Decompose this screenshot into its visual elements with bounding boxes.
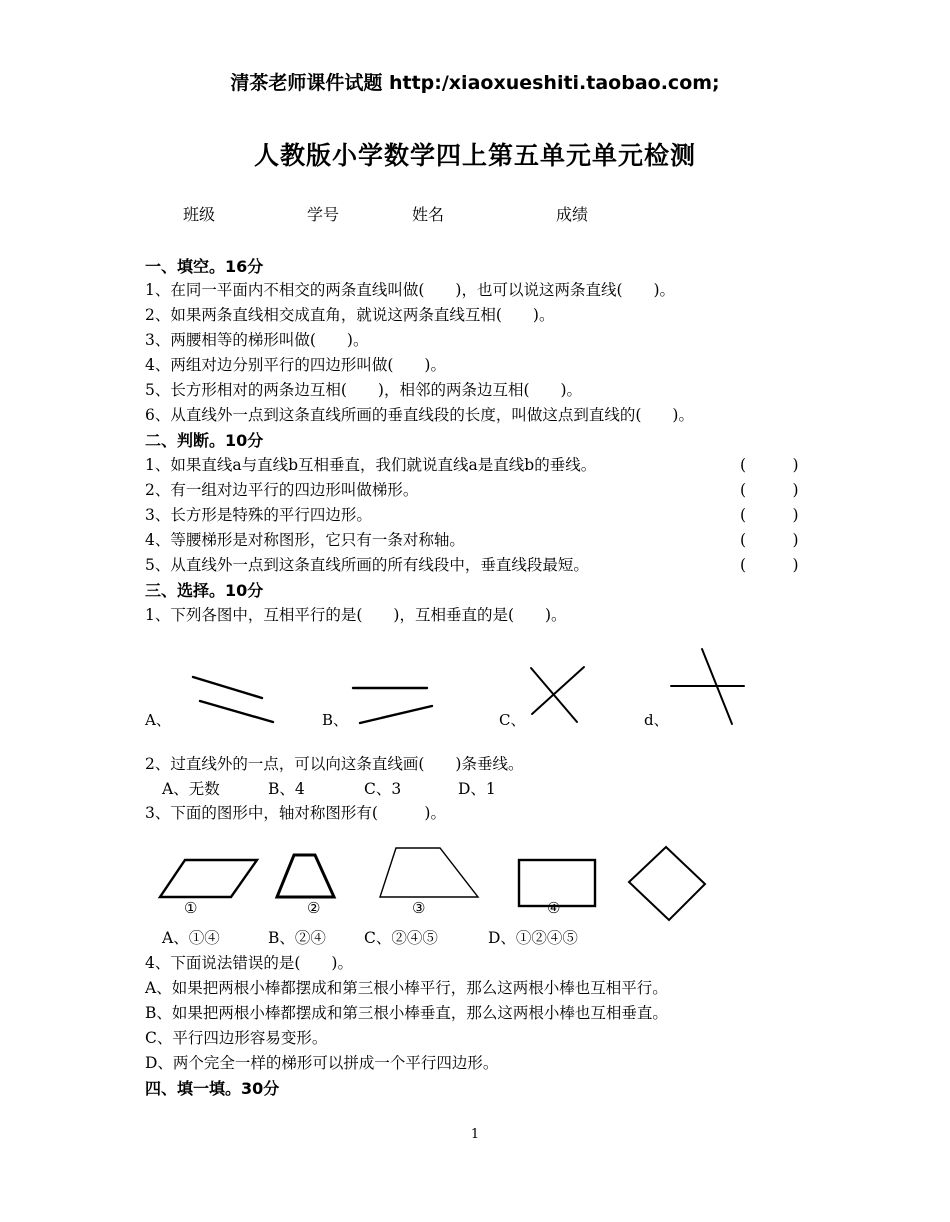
q4-option: A、如果把两根小棒都摆成和第三根小棒平行，那么这两根小棒也互相平行。 xyxy=(145,979,668,997)
q4-option: D、两个完全一样的梯形可以拼成一个平行四边形。 xyxy=(145,1054,499,1072)
section1-heading: 一、填空。16分 xyxy=(145,257,264,276)
info-name: 姓名 xyxy=(412,205,445,224)
answer-paren[interactable]: ( ) xyxy=(740,506,799,524)
q2-option: B、4 xyxy=(268,780,305,798)
answer-paren[interactable]: ( ) xyxy=(740,456,799,474)
page-number: 1 xyxy=(470,1127,480,1142)
section1-item: 4、两组对边分别平行的四边形叫做( )。 xyxy=(145,356,446,374)
section3-heading: 三、选择。10分 xyxy=(145,581,264,600)
shape-label: ③ xyxy=(412,899,426,917)
info-class: 班级 xyxy=(183,205,216,224)
shape-label: ④ xyxy=(547,899,561,917)
section3-q2: 2、过直线外的一点，可以向这条直线画( )条垂线。 xyxy=(145,755,524,773)
shape-label: ② xyxy=(307,899,321,917)
section4-heading: 四、填一填。30分 xyxy=(145,1079,280,1098)
q3-option: D、①②④⑤ xyxy=(488,929,578,947)
trapezoid-shape xyxy=(277,855,334,897)
section3-q4: 4、下面说法错误的是( )。 xyxy=(145,954,353,972)
section1-item: 1、在同一平面内不相交的两条直线叫做( )，也可以说这两条直线( )。 xyxy=(145,281,676,299)
parallelogram-shape xyxy=(160,860,257,897)
figure-c-label: C、 xyxy=(499,711,526,729)
section2-item: 4、等腰梯形是对称图形，它只有一条对称轴。 xyxy=(145,531,465,549)
section2-item: 2、有一组对边平行的四边形叫做梯形。 xyxy=(145,481,419,499)
figure-d-label: d、 xyxy=(644,711,669,729)
answer-paren[interactable]: ( ) xyxy=(740,531,799,549)
q4-option: B、如果把两根小棒都摆成和第三根小棒垂直，那么这两根小棒也互相垂直。 xyxy=(145,1004,668,1022)
section2-item: 3、长方形是特殊的平行四边形。 xyxy=(145,506,372,524)
section2-item: 5、从直线外一点到这条直线所画的所有线段中，垂直线段最短。 xyxy=(145,556,589,574)
section1-item: 3、两腰相等的梯形叫做( )。 xyxy=(145,331,369,349)
section3-q1: 1、下列各图中，互相平行的是( )，互相垂直的是( )。 xyxy=(145,606,567,624)
q3-option: B、②④ xyxy=(268,929,326,947)
q3-option: C、②④⑤ xyxy=(364,929,438,947)
section2-item: 1、如果直线a与直线b互相垂直，我们就说直线a是直线b的垂线。 xyxy=(145,456,597,474)
figure-b-label: B、 xyxy=(322,711,349,729)
q2-option: D、1 xyxy=(458,780,496,798)
figure-a-label: A、 xyxy=(145,711,171,729)
answer-paren[interactable]: ( ) xyxy=(740,556,799,574)
page-header: 清茶老师课件试题 http:/xiaoxueshiti.taobao.com; xyxy=(230,72,720,94)
q2-option: C、3 xyxy=(364,780,402,798)
q4-option: C、平行四边形容易变形。 xyxy=(145,1029,328,1047)
info-number: 学号 xyxy=(307,205,340,224)
section1-item: 6、从直线外一点到这条直线所画的垂直线段的长度，叫做这点到直线的( )。 xyxy=(145,406,694,424)
page-title: 人教版小学数学四上第五单元单元检测 xyxy=(253,141,696,170)
q2-option: A、无数 xyxy=(162,780,220,798)
info-score: 成绩 xyxy=(556,205,589,224)
section1-item: 5、长方形相对的两条边互相( )，相邻的两条边互相( )。 xyxy=(145,381,583,399)
section3-q3: 3、下面的图形中，轴对称图形有( )。 xyxy=(145,804,446,822)
section1-item: 2、如果两条直线相交成直角，就说这两条直线互相( )。 xyxy=(145,306,555,324)
section2-heading: 二、判断。10分 xyxy=(145,431,264,450)
right-trapezoid-shape xyxy=(380,848,478,897)
square-diamond-shape xyxy=(629,847,705,920)
shape-label: ① xyxy=(184,899,198,917)
answer-paren[interactable]: ( ) xyxy=(740,481,799,499)
q3-option: A、①④ xyxy=(162,929,220,947)
